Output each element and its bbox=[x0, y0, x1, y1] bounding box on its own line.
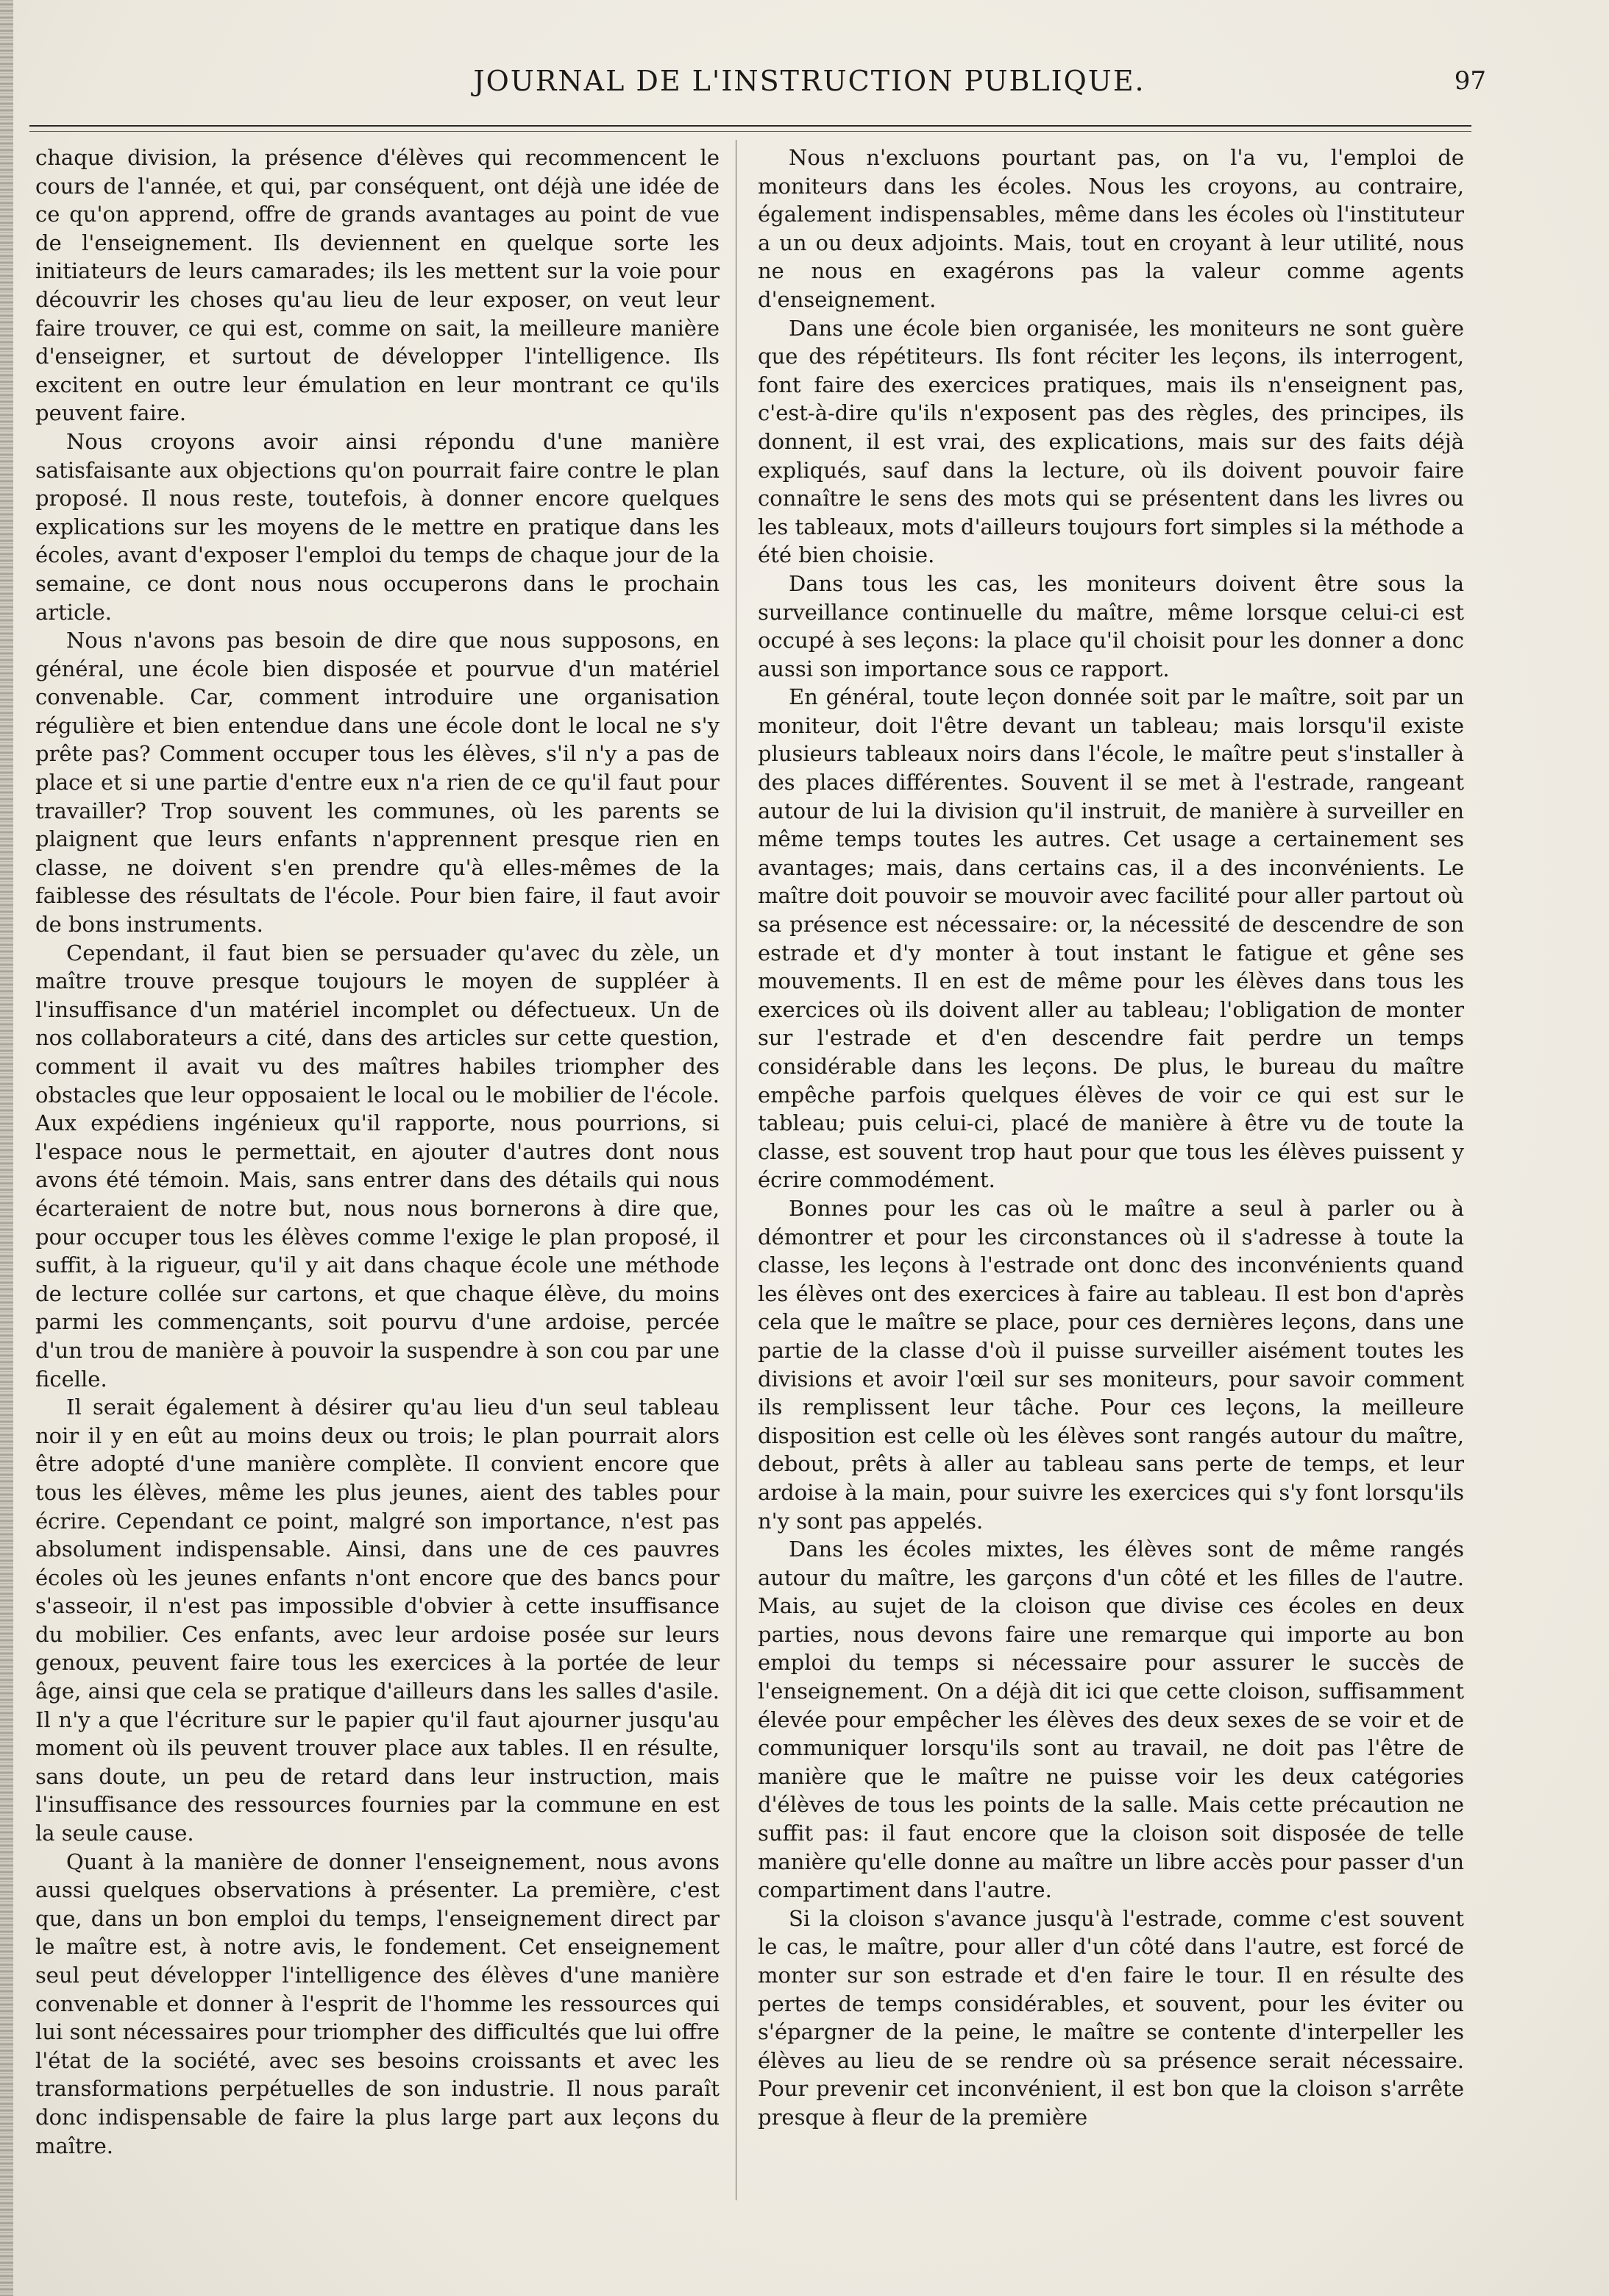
paragraph: Bonnes pour les cas où le maître a seul à parler ou à démontrer et pour les circonstances où il s'adresse à toute la classe, les leçons à l'estrade ont donc des inconvénients quand les élèves ont des exercices à faire au tableau. Il est bon d'après cela que le maître se place, pour ces dernières leçons, dans une partie de la classe d'où il puisse surveiller aisément toutes les divisions et avoir l'œil sur ses moniteurs, pour savoir comment ils remplissent leur tâche. Pour ces leçons, la meilleure disposition est celle où les élèves sont rangés autour du maître, debout, prêts à aller au tableau sans perte de temps, et leur ardoise à la main, pour suivre les exercices qui s'y font lorsqu'ils n'y sont pas appelés. bbox=[758, 1195, 1464, 1534]
paragraph: Dans une école bien organisée, les moniteurs ne sont guère que des répétiteurs. Ils font réciter les leçons, ils interrogent, font faire des exercices pratiques, mais ils n'enseignent pas, c'est-à-dire qu'ils n'exposent pas des règles, des principes, ils donnent, il est vrai, des explications, mais sur des faits déjà expliqués, sauf dans la lecture, où ils doivent pouvoir faire connaître le sens des mots qui se présentent dans les livres ou les tableaux, mots d'ailleurs toujours fort simples si la méthode a été bien choisie. bbox=[758, 315, 1464, 568]
journal-title: JOURNAL DE L'INSTRUCTION PUBLIQUE. bbox=[473, 65, 1146, 97]
paragraph: Dans tous les cas, les moniteurs doivent être sous la surveillance continuelle du maître, même lorsque celui-ci est occupé à ses leçons: la place qu'il choisit pour les donner a donc aussi son importance sous ce rapport. bbox=[758, 570, 1464, 681]
paragraph: Nous n'avons pas besoin de dire que nous supposons, en général, une école bien disposée et pourvue d'un matériel convenable. Car, comment introduire une organisation régulière et bien entendue dans une école dont le local ne s'y prête pas? Comment occuper tous les élèves, s'il n'y a pas de place et si une partie d'entre eux n'a rien de ce qu'il faut pour travailler? Trop souvent les communes, où les parents se plaignent que leurs enfants n'apprennent presque rien en classe, ne doivent s'en prendre qu'à elles-mêmes de la faiblesse des résultats de l'école. Pour bien faire, il faut avoir de bons instruments. bbox=[35, 628, 720, 938]
paragraph: chaque division, la présence d'élèves qui recommencent le cours de l'année, et qui, par conséquent, ont déjà une idée de ce qu'on apprend, offre de grands avantages au point de vue de l'enseignement. Ils deviennent en quelque sorte les initiateurs de leurs camarades; ils les mettent sur la voie pour découvrir les choses qu'au lieu de leur exposer, on veut leur faire trouver, ce qui est, comme on sait, la meilleure manière d'enseigner, et surtout de développer l'intelligence. Ils excitent en outre leur émulation en leur montrant ce qu'ils peuvent faire. bbox=[35, 145, 720, 426]
left-column bbox=[35, 144, 720, 2160]
paragraph: Si la cloison s'avance jusqu'à l'estrade, comme c'est souvent le cas, le maître, pour aller d'un côté dans l'autre, est forcé de monter sur son estrade et d'en faire le tour. Il en résulte des pertes de temps considérables, et souvent, pour les éviter ou s'épargner de la peine, le maître se contente d'interpeller les élèves au lieu de se rendre où sa présence serait nécessaire. Pour prevenir cet inconvénient, il est bon que la cloison s'arrête presque à fleur de la première bbox=[758, 1905, 1464, 2130]
page-number: 97 bbox=[1454, 66, 1486, 96]
paragraph: En général, toute leçon donnée soit par le maître, soit par un moniteur, doit l'être devant un tableau; mais lorsqu'il existe plusieurs tableaux noirs dans l'école, le maître peut s'installer à des places différentes. Souvent il se met à l'estrade, rangeant autour de lui la division qu'il instruit, de manière à surveiller en même temps toutes les autres. Cet usage a certainement ses avantages; mais, dans certains cas, il a des inconvénients. Le maître doit pouvoir se mouvoir avec facilité pour aller partout où sa présence est nécessaire: or, la nécessité de descendre de son estrade et d'y monter à tout instant le fatigue et gêne ses mouvements. Il en est de même pour les élèves dans tous les exercices où ils doivent aller au tableau; l'obligation de monter sur l'estrade et d'en descendre fait perdre un temps considérable dans les leçons. De plus, le bureau du maître empêche parfois quelques élèves de voir ce qui est sur le tableau; puis celui-ci, placé de manière à être vu de toute la classe, est souvent trop haut pour que tous les élèves puissent y écrire commodément. bbox=[758, 684, 1464, 1193]
paragraph: Nous n'excluons pourtant pas, on l'a vu, l'emploi de moniteurs dans les écoles. Nous les croyons, au contraire, également indispensables, même dans les écoles où l'instituteur a un ou deux adjoints. Mais, tout en croyant à leur utilité, nous ne nous en exagérons pas la valeur comme agents d'enseignement. bbox=[758, 145, 1464, 312]
page-edge-binding bbox=[0, 0, 13, 2296]
paragraph: Nous croyons avoir ainsi répondu d'une manière satisfaisante aux objections qu'on pourrait faire contre le plan proposé. Il nous reste, toutefois, à donner encore quelques explications sur les moyens de le mettre en pratique dans les écoles, avant d'exposer l'emploi du temps de chaque jour de la semaine, ce dont nous nous occuperons dans le prochain article. bbox=[35, 428, 720, 625]
page-header bbox=[29, 52, 1589, 103]
paragraph: Quant à la manière de donner l'enseignement, nous avons aussi quelques observations à présenter. La première, c'est que, dans un bon emploi du temps, l'enseignement direct par le maître est, à notre avis, le fondement. Cet enseignement seul peut développer l'intelligence des élèves d'une manière convenable et donner à l'esprit de l'homme les ressources qui lui sont nécessaires pour triompher des difficultés que lui offre l'état de la société, avec ses besoins croissants et avec les transformations perpétuelles de son industrie. Il nous paraît donc indispensable de faire la plus large part aux leçons du maître. bbox=[35, 1849, 720, 2158]
paragraph: Cependant, il faut bien se persuader qu'avec du zèle, un maître trouve presque toujours le moyen de suppléer à l'insuffisance d'un matériel incomplet ou défectueux. Un de nos collaborateurs a cité, dans des articles sur cette question, comment il avait vu des maîtres habiles triompher des obstacles que leur opposaient le local ou le mobilier de l'école. Aux expédiens ingénieux qu'il rapporte, nous pourrions, si l'espace nous le permettait, en ajouter d'autres dont nous avons été témoin. Mais, sans entrer dans des détails qui nous écarteraient de notre but, nous nous bornerons à dire que, pour occuper tous les élèves comme l'exige le plan proposé, il suffit, à la rigueur, qu'il y ait dans chaque école une méthode de lecture collée sur cartons, et que chaque élève, du moins parmi les commençants, soit pourvu d'une ardoise, percée d'un trou de manière à pouvoir la suspendre à son cou par une ficelle. bbox=[35, 940, 720, 1392]
right-column bbox=[758, 144, 1464, 2132]
header-rule bbox=[29, 125, 1471, 127]
header-rule-thin bbox=[29, 131, 1471, 132]
paragraph: Il serait également à désirer qu'au lieu d'un seul tableau noir il y en eût au moins deux ou trois; le plan pourrait alors être adopté d'une manière complète. Il convient encore que tous les élèves, même les plus jeunes, aient des tables pour écrire. Cependant ce point, malgré son importance, n'est pas absolument indispensable. Ainsi, dans une de ces pauvres écoles où les jeunes enfants n'ont encore que des bancs pour s'asseoir, il n'est pas impossible d'obvier à cette insuffisance du mobilier. Ces enfants, avec leur ardoise posée sur leurs genoux, peuvent faire tous les exercices à la portée de leur âge, ainsi que cela se pratique d'ailleurs dans les salles d'asile. Il n'y a que l'écriture sur le papier qu'il faut ajourner jusqu'au moment où ils peuvent trouver place aux tables. Il en résulte, sans doute, un peu de retard dans leur instruction, mais l'insuffisance des ressources fournies par la commune en est la seule cause. bbox=[35, 1395, 720, 1846]
paragraph: Dans les écoles mixtes, les élèves sont de même rangés autour du maître, les garçons d'un côté et les filles de l'autre. Mais, au sujet de la cloison que divise ces écoles en deux parties, nous devons faire une remarque qui importe au bon emploi du temps si nécessaire pour assurer le succès de l'enseignement. On a déjà dit ici que cette cloison, suffisamment élevée pour empêcher les élèves des deux sexes de se voir et de communiquer lorsqu'ils sont au travail, ne doit pas l'être de manière que le maître ne puisse voir les deux catégories d'élèves de tous les points de la salle. Mais cette précaution ne suffit pas: il faut encore que la cloison soit disposée de telle manière qu'elle donne au maître un libre accès pour passer d'un compartiment dans l'autre. bbox=[758, 1537, 1464, 1903]
